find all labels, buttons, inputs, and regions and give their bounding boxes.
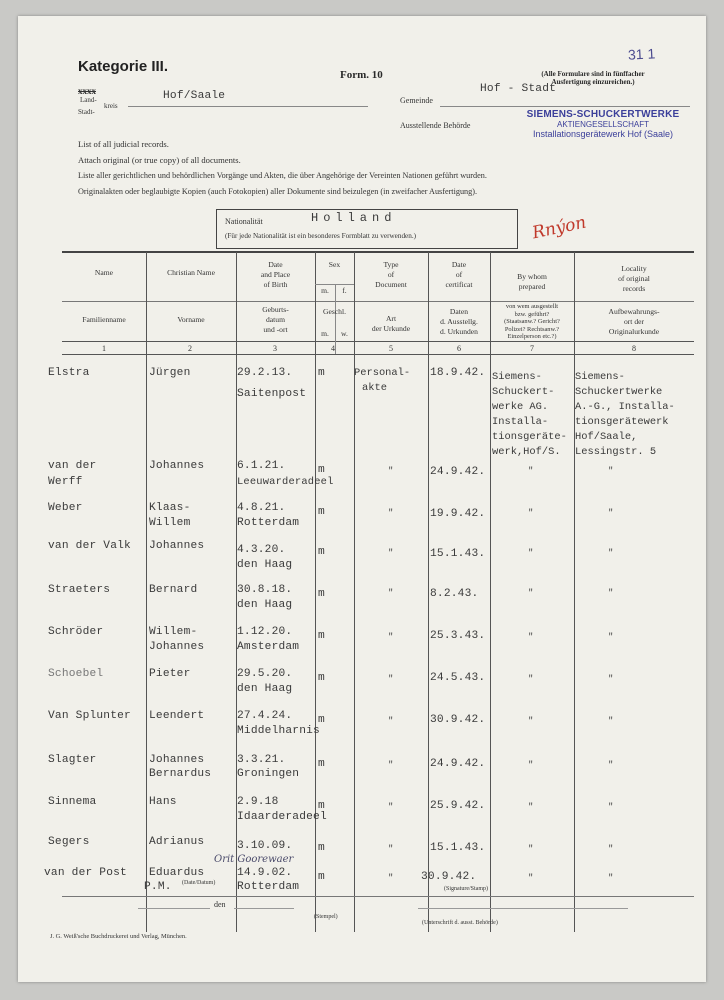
col-header-sex-m: m.	[321, 286, 329, 295]
row9-vorname-2: Bernardus	[149, 768, 212, 780]
row4-birth-date: 4.3.20.	[237, 544, 286, 556]
row5-name: Straeters	[48, 584, 111, 596]
colnum-7: 7	[530, 344, 534, 353]
row1-birth-date: 29.2.13.	[237, 367, 293, 379]
category-title: Kategorie III.	[78, 58, 169, 75]
col-header-von-wem: von wem ausgestellt bzw. geführt? (Staatsanw.? Gericht? Polizei? Rechtsanw.? Einzelperson etc.?)	[504, 303, 560, 341]
row11-date: 15.1.43.	[430, 842, 486, 854]
row4-vorname: Johannes	[149, 540, 205, 552]
row10-vorname: Hans	[149, 796, 177, 808]
row12-vorname: Eduardus	[149, 867, 205, 879]
col-header-christian-name: Christian Name	[167, 268, 215, 277]
row11-name: Segers	[48, 836, 90, 848]
col-header-date: Date of certificat	[445, 260, 473, 289]
row12-sex: m	[318, 871, 325, 883]
col-header-geschl-m: m.	[321, 329, 329, 338]
kreis-rule	[128, 106, 368, 107]
row7-by-ditto: "	[528, 674, 534, 684]
table-top-rule	[62, 251, 694, 253]
date-rule	[138, 908, 210, 909]
handwritten-note: Orit Goorewaer	[214, 854, 294, 865]
row9-sex: m	[318, 758, 325, 770]
den-rule	[234, 908, 294, 909]
row2-vorname: Johannes	[149, 460, 205, 472]
signature-rule	[418, 908, 628, 909]
row12-name: van der Post	[44, 867, 127, 879]
row1-doc-1: Personal-	[354, 367, 411, 379]
row12-by-ditto: "	[528, 873, 534, 883]
row3-loc-ditto: "	[608, 508, 614, 518]
col-header-type: Type of Document	[375, 260, 407, 289]
row10-doc-ditto: "	[388, 802, 394, 812]
row9-vorname: Johannes	[149, 754, 205, 766]
row3-vorname-2: Willem	[149, 517, 191, 529]
row3-doc-ditto: "	[388, 508, 394, 518]
row8-birth-date: 27.4.24.	[237, 710, 293, 722]
row11-vorname: Adrianus	[149, 836, 205, 848]
kreis-land-label: Land-	[80, 96, 97, 104]
row5-loc-ditto: "	[608, 588, 614, 598]
col-divider-1	[146, 252, 147, 932]
row7-birth-date: 29.5.20.	[237, 668, 293, 680]
colnum-5: 5	[389, 344, 393, 353]
row6-birth-date: 1.12.20.	[237, 626, 293, 638]
row12-loc-ditto: "	[608, 873, 614, 883]
den-label: den	[214, 900, 226, 909]
row7-date: 24.5.43.	[430, 672, 486, 684]
row4-doc-ditto: "	[388, 548, 394, 558]
kreis-label: kreis	[104, 102, 118, 110]
row8-sex: m	[318, 714, 325, 726]
row6-loc-ditto: "	[608, 632, 614, 642]
row10-birth-date: 2.9.18	[237, 796, 279, 808]
col-header-geschl: Geschl.	[323, 307, 346, 316]
colnum-8: 8	[632, 344, 636, 353]
col-divider-3	[315, 252, 316, 932]
row9-by-ditto: "	[528, 760, 534, 770]
row4-name: van der Valk	[48, 540, 131, 552]
row6-doc-ditto: "	[388, 632, 394, 642]
row7-sex: m	[318, 672, 325, 684]
row5-sex: m	[318, 588, 325, 600]
gemeinde-label: Gemeinde	[400, 96, 433, 105]
row6-birth-place: Amsterdam	[237, 641, 300, 653]
row2-birth-place: Leeuwarderadeel	[237, 476, 334, 488]
row12-vorname-2: P.M.	[144, 881, 172, 893]
row8-birth-place: Middelharnis	[237, 725, 320, 737]
row9-date: 24.9.42.	[430, 758, 486, 770]
nationality-value: Holland	[311, 211, 397, 225]
col-header-geschl-w: w.	[341, 329, 348, 338]
row12-date: 30.9.42.	[421, 871, 477, 883]
row5-birth-date: 30.8.18.	[237, 584, 293, 596]
colnum-4: 4	[331, 344, 335, 353]
kreis-value: Hof/Saale	[163, 90, 226, 102]
header-bottom-rule	[62, 341, 694, 342]
row6-name: Schröder	[48, 626, 104, 638]
nationality-box	[216, 209, 518, 249]
row1-doc-2: akte	[362, 382, 387, 394]
signature-label: (Unterschrift d. ausst. Behörde)	[422, 920, 498, 926]
row1-loc: Siemens- Schuckertwerke A.-G., Installa- tionsgerätewerk Hof/Saale, Lessingstr. 5	[575, 371, 675, 458]
row11-by-ditto: "	[528, 844, 534, 854]
row1-date: 18.9.42.	[430, 367, 486, 379]
col-divider-4	[354, 252, 355, 932]
row9-birth-place: Groningen	[237, 768, 300, 780]
row12-doc-ditto: "	[388, 873, 394, 883]
row8-doc-ditto: "	[388, 716, 394, 726]
col-header-by-whom: By whom prepared	[517, 272, 547, 291]
row9-birth-date: 3.3.21.	[237, 754, 286, 766]
row7-vorname: Pieter	[149, 668, 191, 680]
col-header-name: Name	[94, 268, 114, 277]
table-bottom-rule	[62, 896, 694, 897]
col-header-geburt: Geburts- datum und -ort	[262, 305, 289, 334]
row4-date: 15.1.43.	[430, 548, 486, 560]
row1-name: Elstra	[48, 367, 90, 379]
gemeinde-value: Hof - Stadt	[480, 83, 557, 95]
row2-doc-ditto: "	[388, 466, 394, 476]
row6-sex: m	[318, 630, 325, 642]
handwritten-initials: Rnýon	[530, 212, 589, 244]
row4-by-ditto: "	[528, 548, 534, 558]
row3-birth-date: 4.8.21.	[237, 502, 286, 514]
document-sheet	[18, 16, 706, 982]
stamp-label: (Stempel)	[314, 914, 338, 920]
col-header-locality: Locality of original records	[618, 264, 650, 293]
row11-birth-date: 3.10.09.	[237, 840, 293, 852]
row1-vorname: Jürgen	[149, 367, 191, 379]
row3-date: 19.9.42.	[430, 508, 486, 520]
row9-doc-ditto: "	[388, 760, 394, 770]
gemeinde-rule	[440, 106, 690, 107]
colnum-1: 1	[102, 344, 106, 353]
row7-loc-ditto: "	[608, 674, 614, 684]
row8-loc-ditto: "	[608, 716, 614, 726]
row5-birth-place: den Haag	[237, 599, 293, 611]
colnum-rule	[62, 354, 694, 355]
row2-name: van der	[48, 460, 97, 472]
col-header-birth: Date and Place of Birth	[260, 260, 291, 289]
col-divider-6	[490, 252, 491, 932]
col-header-daten: Daten d. Ausstellg. d. Urkunden	[440, 307, 478, 336]
row4-sex: m	[318, 546, 325, 558]
date-label: (Date/Datum)	[182, 880, 216, 886]
row3-name: Weber	[48, 502, 83, 514]
row10-loc-ditto: "	[608, 802, 614, 812]
header-mid-rule	[62, 301, 694, 302]
row8-vorname: Leendert	[149, 710, 205, 722]
sex-subrule	[315, 284, 354, 285]
row5-doc-ditto: "	[388, 588, 394, 598]
col-header-familienname: Familienname	[82, 315, 126, 324]
row1-by: Siemens- Schuckert- werke AG. Installa- tionsgeräte- werk,Hof/S.	[492, 371, 567, 458]
col-header-art: Art der Urkunde	[371, 314, 411, 333]
row12-birth-place: Rotterdam	[237, 881, 300, 893]
row2-sex: m	[318, 464, 325, 476]
col-header-sex-f: f.	[342, 286, 347, 295]
row3-birth-place: Rotterdam	[237, 517, 300, 529]
row2-birth-date: 6.1.21.	[237, 460, 286, 472]
row6-vorname: Willem-	[149, 626, 198, 638]
printer-imprint: J. G. Weiß'sche Buchdruckerei und Verlag, München.	[50, 933, 187, 940]
row10-by-ditto: "	[528, 802, 534, 812]
row8-name: Van Splunter	[48, 710, 131, 722]
row9-name: Slagter	[48, 754, 97, 766]
row3-by-ditto: "	[528, 508, 534, 518]
row10-birth-place: Idaarderadeel	[237, 811, 327, 823]
colnum-3: 3	[273, 344, 277, 353]
row4-loc-ditto: "	[608, 548, 614, 558]
col-divider-7	[574, 252, 575, 932]
instruction-line-2: Attach original (or true copy) of all documents.	[78, 155, 241, 165]
row12-birth-date: 14.9.02.	[237, 867, 293, 879]
row10-name: Sinnema	[48, 796, 97, 808]
nationality-label: Nationalität	[225, 217, 263, 226]
company-stamp: SIEMENS-SCHUCKERTWERKE AKTIENGESELLSCHAFT Installationsgerätewerk Hof (Saale)	[526, 109, 680, 139]
row3-sex: m	[318, 506, 325, 518]
row11-sex: m	[318, 842, 325, 854]
row10-date: 25.9.42.	[430, 800, 486, 812]
nationality-note: (Für jede Nationalität ist ein besonderes Formblatt zu verwenden.)	[225, 232, 417, 240]
col-divider-5	[428, 252, 429, 932]
instruction-line-1: List of all judicial records.	[78, 139, 169, 149]
row2-date: 24.9.42.	[430, 466, 486, 478]
instruction-line-3: Liste aller gerichtlichen und behördlichen Vorgänge und Akten, die über Angehörige der Vereinten Nationen geführt wurden.	[78, 171, 487, 180]
signature-stamp-label: (Signature/Stamp)	[444, 886, 488, 892]
row6-date: 25.3.43.	[430, 630, 486, 642]
row9-loc-ditto: "	[608, 760, 614, 770]
row11-doc-ditto: "	[388, 844, 394, 854]
row11-loc-ditto: "	[608, 844, 614, 854]
row7-birth-place: den Haag	[237, 683, 293, 695]
row8-by-ditto: "	[528, 716, 534, 726]
row1-sex: m	[318, 367, 325, 379]
instruction-line-4: Originalakten oder beglaubigte Kopien (auch Fotokopien) aller Dokumente sind beizulegen (in zweifacher Ausfertigung).	[78, 187, 478, 196]
row6-vorname-2: Johannes	[149, 641, 205, 653]
row5-by-ditto: "	[528, 588, 534, 598]
row2-name-2: Werff	[48, 476, 83, 488]
row4-birth-place: den Haag	[237, 559, 293, 571]
form-note: (Alle Formulare sind in fünffacher Ausfertigung einzureichen.)	[541, 70, 645, 86]
row3-vorname: Klaas-	[149, 502, 191, 514]
row5-vorname: Bernard	[149, 584, 198, 596]
col-header-sex: Sex	[328, 260, 341, 269]
row8-date: 30.9.42.	[430, 714, 486, 726]
row5-date: 8.2.43.	[430, 588, 479, 600]
top-archive-mark: 31 1	[627, 45, 656, 63]
row6-by-ditto: "	[528, 632, 534, 642]
form-number: Form. 10	[340, 69, 383, 81]
row10-sex: m	[318, 800, 325, 812]
row2-loc-ditto: "	[608, 466, 614, 476]
colnum-2: 2	[188, 344, 192, 353]
row2-by-ditto: "	[528, 466, 534, 476]
colnum-6: 6	[457, 344, 461, 353]
behoerde-label: Ausstellende Behörde	[400, 121, 471, 130]
row1-birth-place: Saitenpost	[237, 388, 307, 400]
col-header-aufbewahrung: Aufbewahrungs- ort der Originalurkunde	[608, 307, 660, 336]
kreis-stadt-label: Stadt-	[78, 108, 95, 116]
col-header-vorname: Vorname	[177, 315, 205, 324]
row7-doc-ditto: "	[388, 674, 394, 684]
row7-name: Schoebel	[48, 668, 104, 680]
kreis-struck-label: xxxx	[78, 86, 96, 96]
